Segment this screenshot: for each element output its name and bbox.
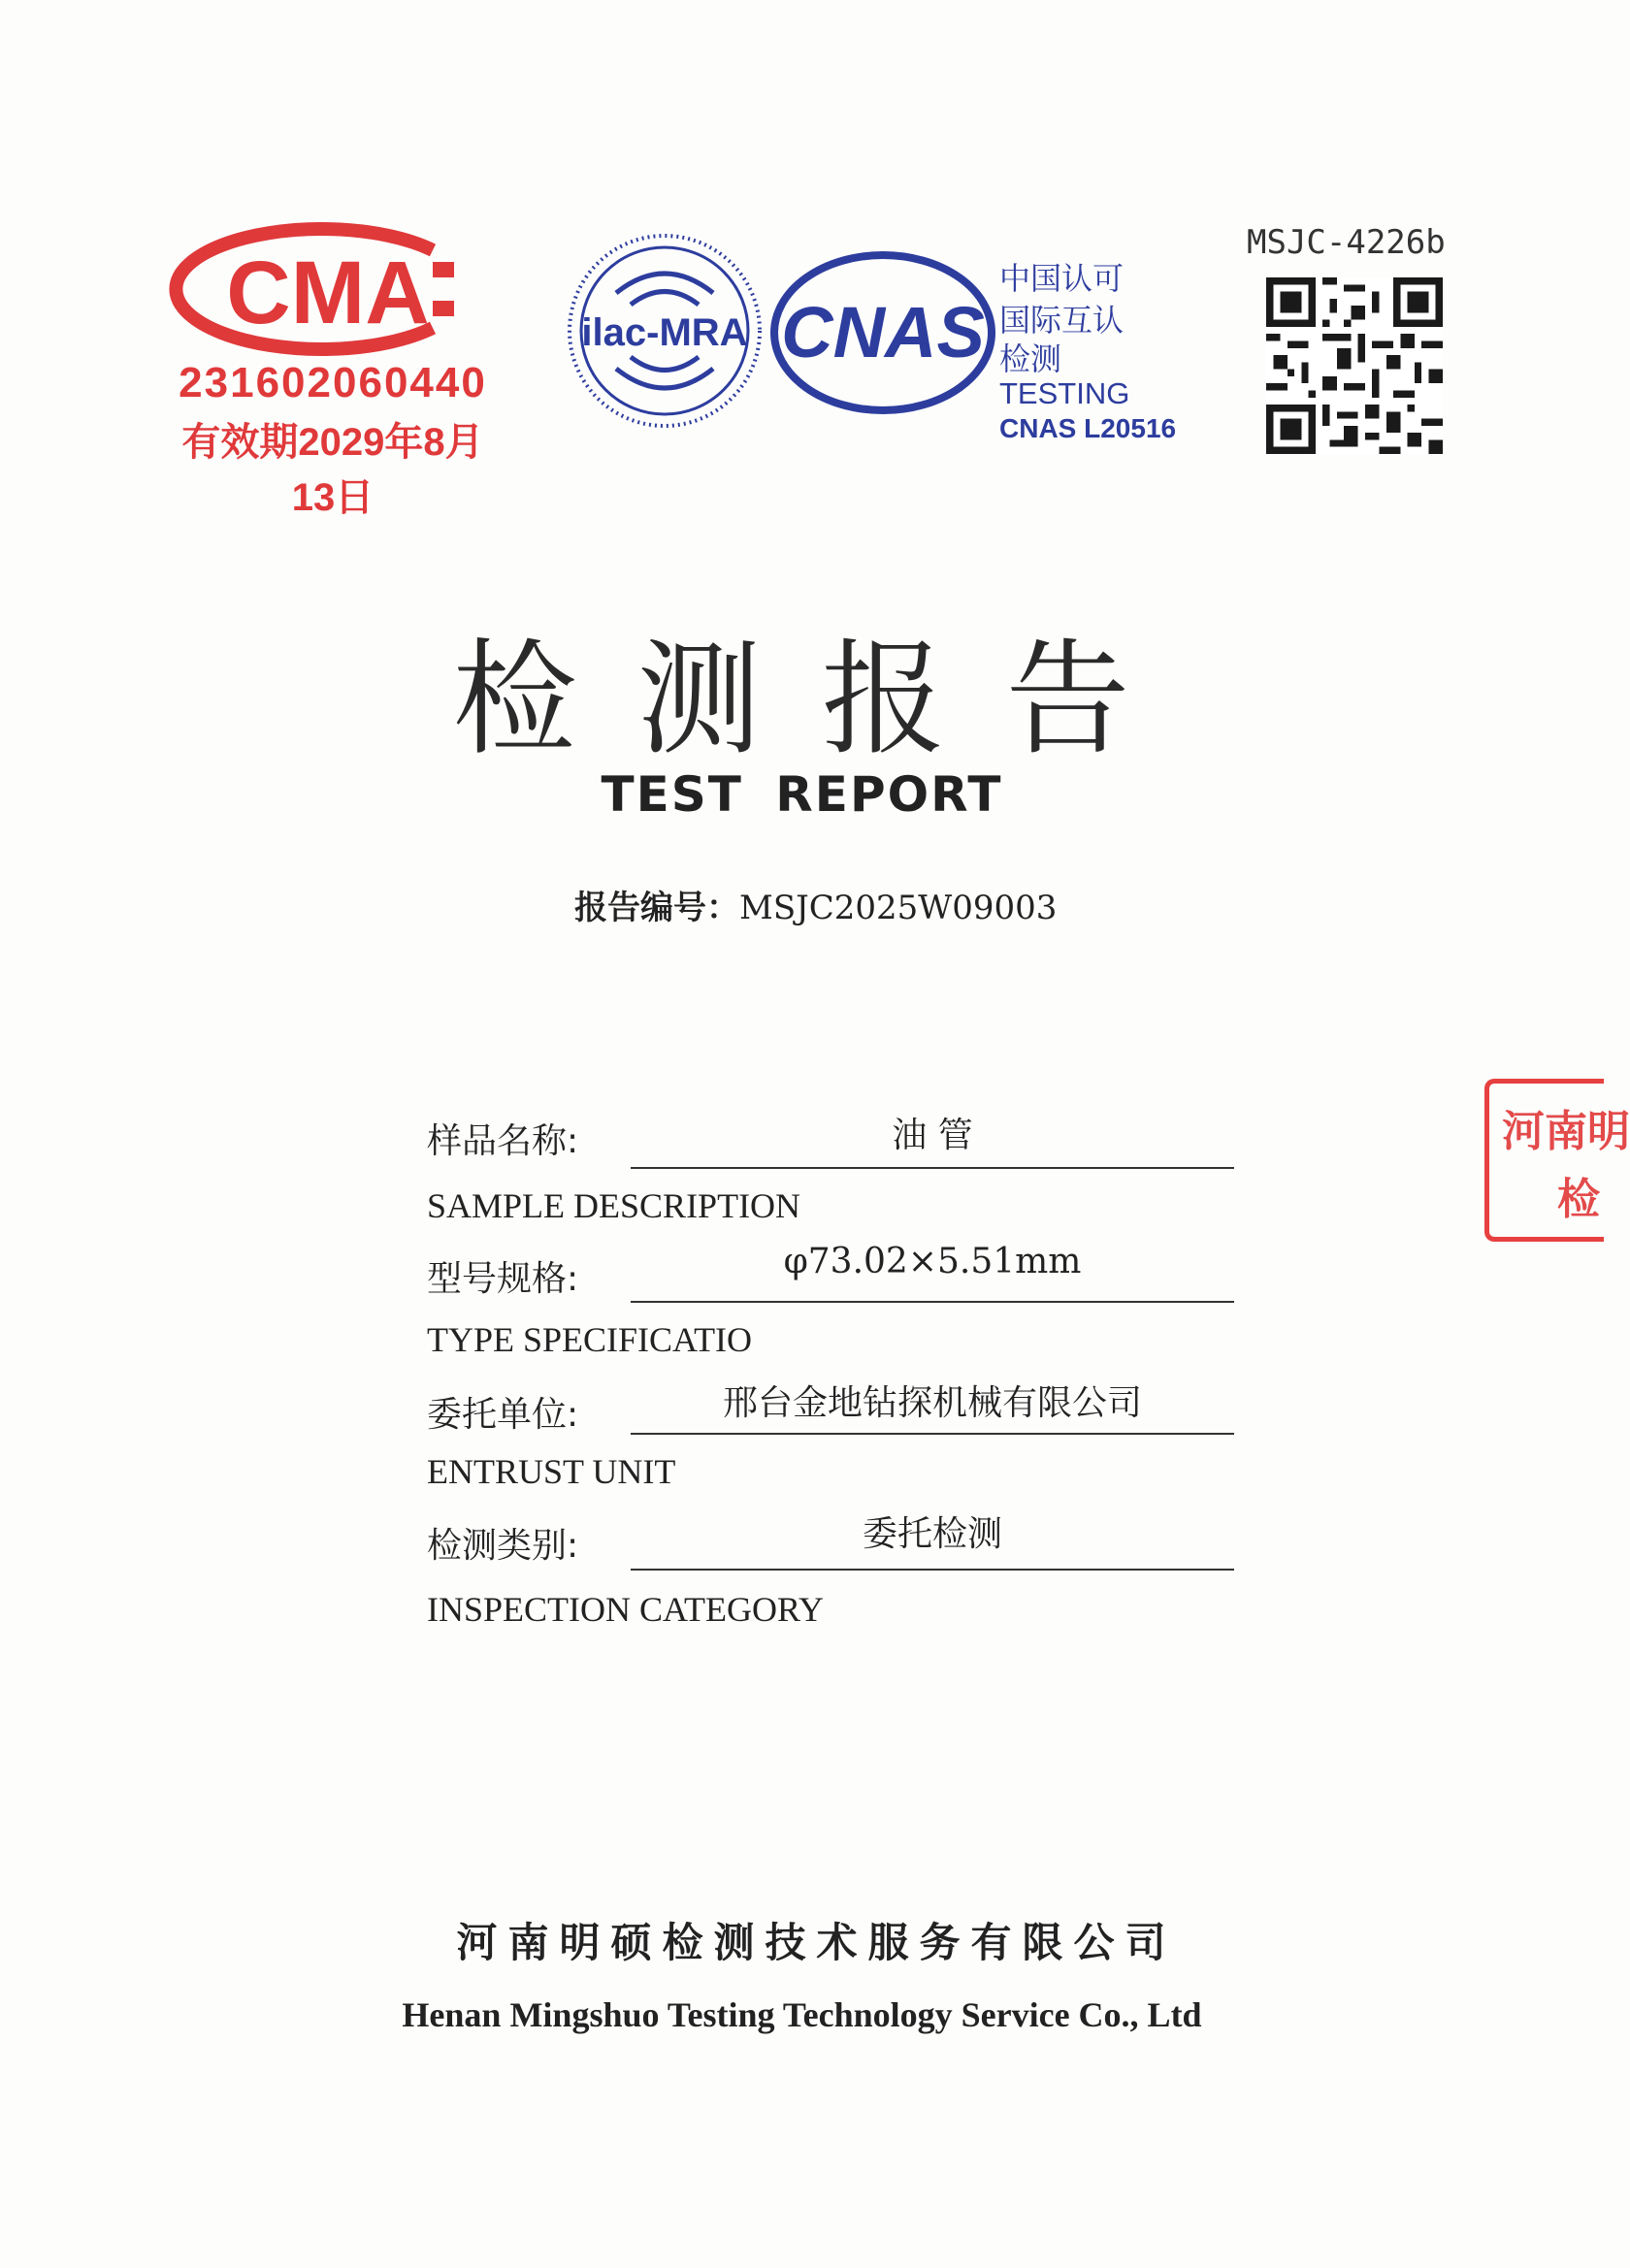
type-specification-value: φ73.02×5.51mm [783, 1242, 1082, 1281]
sample-description-underline [631, 1167, 1234, 1169]
report-title-cn: 检测报告 [452, 628, 1190, 772]
seal-text-line-2: 检 [1557, 1175, 1600, 1224]
report-number-label: 报告编号： [574, 889, 739, 927]
inspection-category-underline [631, 1569, 1234, 1571]
report-number-value: MSJC2025W09003 [739, 889, 1058, 927]
entrust-unit-value: 邢台金地钻探机械有限公司 [722, 1383, 1142, 1423]
inspection-category-label-en: INSPECTION CATEGORY [427, 1590, 825, 1629]
cnas-logo [766, 250, 999, 415]
sample-description-value: 油 管 [892, 1116, 973, 1155]
company-name-cn: 河南明硕检测技术服务有限公司 [456, 1919, 1177, 1966]
type-specification-label: 型号规格: [427, 1259, 579, 1299]
ilac-mra-logo [563, 225, 766, 437]
sample-description-label: 样品名称: [427, 1121, 579, 1161]
cma-emblem-icon [173, 221, 493, 357]
qr-code-label: MSJC-4226b [1247, 223, 1446, 262]
company-name-en: Henan Mingshuo Testing Technology Service Co., Ltd [402, 1995, 1202, 2034]
cma-logo [173, 221, 487, 519]
cma-logo-text: CMA [226, 243, 430, 342]
cnas-line-4: TESTING [999, 376, 1130, 410]
inspection-category-label: 检测类别: [427, 1526, 579, 1566]
entrust-unit-label: 委托单位: [427, 1395, 579, 1435]
cnas-line-3: 检测 [999, 341, 1062, 376]
report-title-en: TEST REPORT [601, 766, 1003, 823]
cnas-line-1: 中国认可 [999, 261, 1125, 296]
cnas-line-2: 国际互认 [999, 303, 1125, 338]
sample-description-label-en: SAMPLE DESCRIPTION [427, 1186, 801, 1225]
ilac-logo-text: ilac-MRA [581, 311, 748, 354]
inspection-category-value: 委托检测 [862, 1514, 1002, 1554]
cma-code: 231602060440 [179, 359, 487, 406]
entrust-unit-underline [631, 1433, 1234, 1435]
cma-validity: 有效期2029年8月13日 [181, 421, 484, 519]
seal-text-line-1: 河南明 [1502, 1107, 1630, 1156]
type-specification-label-en: TYPE SPECIFICATIO [427, 1320, 753, 1359]
type-specification-underline [631, 1301, 1234, 1303]
report-number [574, 881, 1057, 928]
entrust-unit-label-en: ENTRUST UNIT [427, 1452, 676, 1491]
cnas-logo-text: CNAS [781, 292, 985, 373]
cnas-line-5: CNAS L20516 [999, 413, 1177, 443]
qr-code-icon [1266, 277, 1443, 454]
